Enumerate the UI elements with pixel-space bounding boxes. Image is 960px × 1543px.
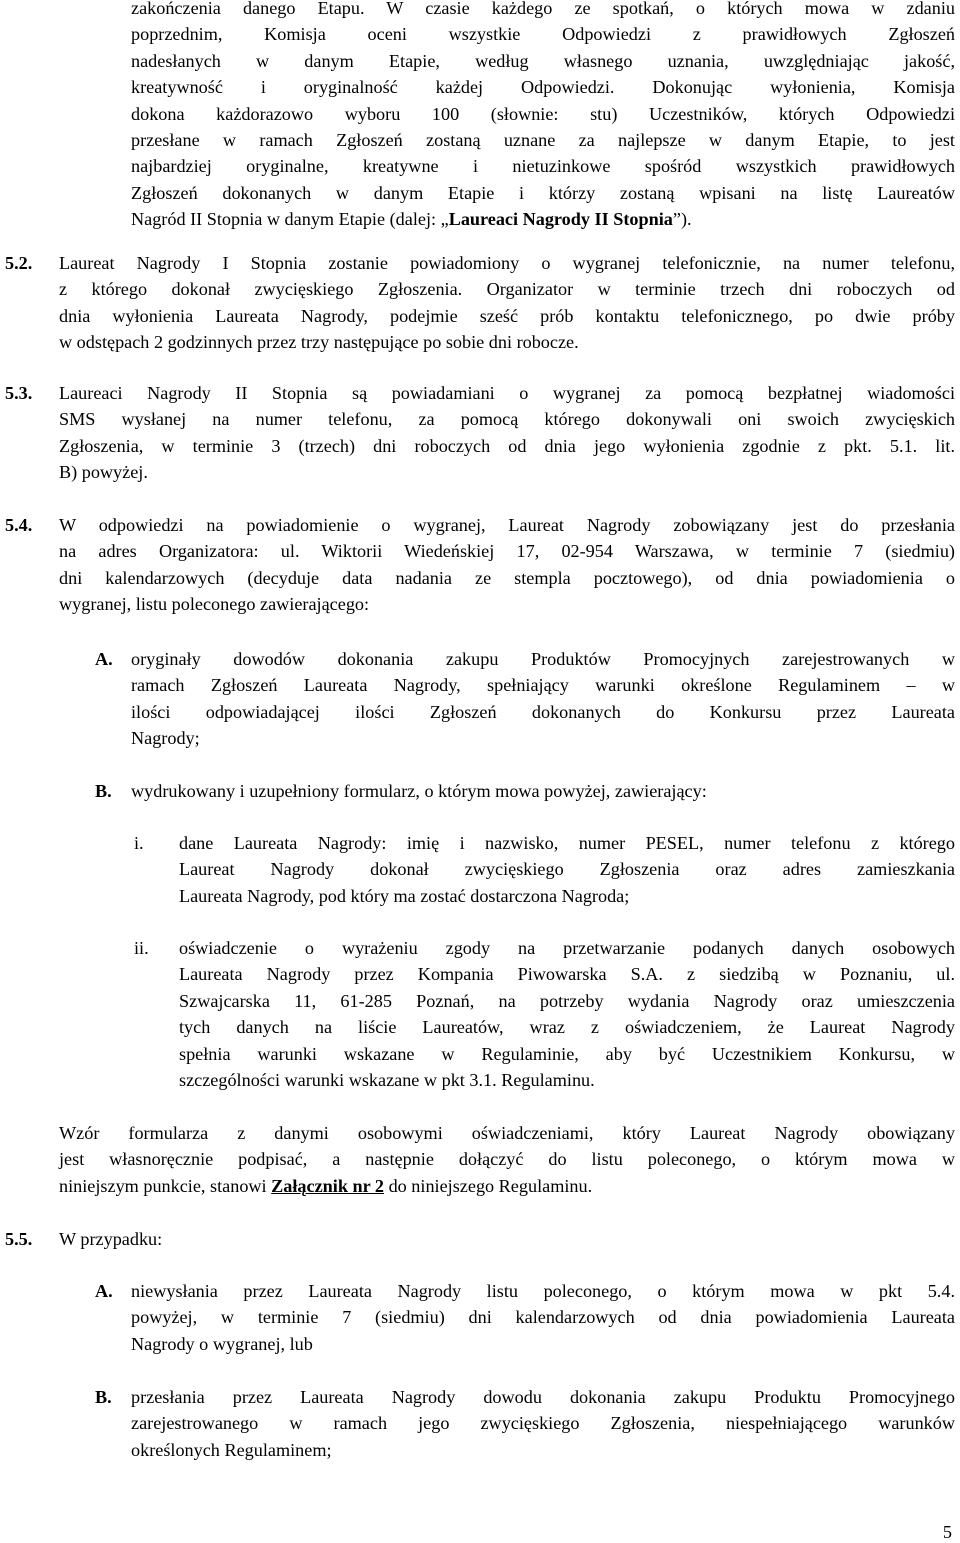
item-5-4-B-ii <box>179 935 955 1093</box>
text-line: najbardziej oryginalne, kreatywne i nietuzinkowe spośród wszystkich prawidłowych <box>131 156 955 177</box>
text-line: w odstępach 2 godzinnych przez trzy następujące po sobie dni robocze. <box>59 332 579 353</box>
item-label-5-4-A: A. <box>95 649 113 669</box>
section-number-5-4: 5.4. <box>5 515 33 535</box>
paragraph-5-1-continuation <box>131 0 955 233</box>
text-line: dnia wyłonienia Laureata Nagrody, podejmie sześć prób kontaktu telefonicznego, po dwie próby <box>59 305 955 326</box>
text-line: poprzednim, Komisja oceni wszystkie Odpowiedzi z prawidłowych Zgłoszeń <box>131 24 955 45</box>
text-line: Nagrody o wygranej, lub <box>131 1333 313 1354</box>
paragraph-5-5 <box>59 1226 955 1252</box>
text-line: Zgłoszenia, w terminie 3 (trzech) dni roboczych od dnia jego wyłonienia zgodnie z pkt. 5.1. lit. <box>59 435 955 456</box>
text-line: powyżej, w terminie 7 (siedmiu) dni kalendarzowych od dnia powiadomienia Laureata <box>131 1307 955 1328</box>
text-line: przesłane w ramach Zgłoszeń zostaną uznane za najlepsze w danym Etapie, to jest <box>131 130 955 151</box>
item-5-5-A <box>131 1278 955 1357</box>
item-label-5-5-A: A. <box>95 1281 113 1301</box>
text-line: W przypadku: <box>59 1229 163 1249</box>
text-line: Laureaci Nagrody II Stopnia są powiadamiani o wygranej za pomocą bezpłatnej wiadomości <box>59 383 955 403</box>
text-line: oryginały dowodów dokonania zakupu Produktów Promocyjnych zarejestrowanych w <box>131 649 955 669</box>
text-line: jest własnoręcznie podpisać, a następnie dołączyć do listu poleconego, o którym mowa w <box>59 1149 955 1170</box>
item-label-5-5-B: B. <box>95 1387 112 1407</box>
text-line: nadesłanych w danym Etapie, według własnego uznania, uwzględniając jakość, <box>131 50 955 71</box>
text-fragment: do niniejszego Regulaminu. <box>384 1175 593 1196</box>
item-label-5-4-B-ii: ii. <box>134 938 149 958</box>
text-fragment: ”). <box>672 209 692 230</box>
text-line: dni kalendarzowych (decyduje data nadania ze stempla pocztowego), od dnia powiadomienia o <box>59 567 955 588</box>
text-fragment: Nagród II Stopnia w danym Etapie (dalej: „ <box>131 209 449 230</box>
text-line: z którego dokonał zwycięskiego Zgłoszenia. Organizator w terminie trzech dni roboczych od <box>59 279 955 300</box>
text-line: wygranej, listu poleconego zawierającego: <box>59 594 370 615</box>
page-number: 5 <box>942 1522 952 1542</box>
item-5-4-B <box>131 778 955 804</box>
paragraph-5-4 <box>59 512 955 618</box>
item-5-4-A <box>131 646 955 752</box>
text-line: Laureat Nagrody dokonał zwycięskiego Zgłoszenia oraz adres zamieszkania <box>179 859 955 880</box>
text-line: zarejestrowanego w ramach jego zwycięskiego Zgłoszenia, niespełniającego warunków <box>131 1413 955 1434</box>
defined-term: Laureaci Nagrody II Stopnia <box>448 209 673 230</box>
text-line: oświadczenie o wyrażeniu zgody na przetwarzanie podanych danych osobowych <box>179 938 955 958</box>
text-line: dane Laureata Nagrody: imię i nazwisko, numer PESEL, numer telefonu z którego <box>179 833 955 853</box>
text-line: przesłania przez Laureata Nagrody dowodu dokonania zakupu Produktu Promocyjnego <box>131 1387 955 1407</box>
item-5-5-B <box>131 1384 955 1463</box>
text-line: określonych Regulaminem; <box>131 1439 332 1460</box>
text-line: Zgłoszeń dokonanych w danym Etapie i którzy zostaną wpisani na listę Laureatów <box>131 182 955 203</box>
item-label-5-4-B-i: i. <box>134 833 144 853</box>
text-line: Laureata Nagrody przez Kompania Piwowarska S.A. z siedzibą w Poznaniu, ul. <box>179 964 955 985</box>
text-line: Szwajcarska 11, 61-285 Poznań, na potrzeby wydania Nagrody oraz umieszczenia <box>179 990 955 1011</box>
text-line <box>131 206 955 232</box>
paragraph-5-2 <box>59 250 955 356</box>
text-line: spełnia warunki wskazane w Regulaminie, aby być Uczestnikiem Konkursu, w <box>179 1043 955 1064</box>
text-line <box>59 1173 955 1199</box>
text-line: Laureat Nagrody I Stopnia zostanie powiadomiony o wygranej telefonicznie, na numer telefonu, <box>59 253 955 273</box>
section-number-5-2: 5.2. <box>5 253 33 273</box>
text-line: Nagrody; <box>131 728 200 749</box>
text-line: ilości odpowiadającej ilości Zgłoszeń dokonanych do Konkursu przez Laureata <box>131 701 955 722</box>
attachment-reference: Załącznik nr 2 <box>271 1175 385 1196</box>
text-line: ramach Zgłoszeń Laureata Nagrody, spełniający warunki określone Regulaminem – w <box>131 675 955 696</box>
text-line: tych danych na liście Laureatów, wraz z oświadczeniem, że Laureat Nagrody <box>179 1017 955 1038</box>
text-line: Laureata Nagrody, pod który ma zostać dostarczona Nagroda; <box>179 885 630 906</box>
text-line: kreatywność i oryginalność każdej Odpowiedzi. Dokonując wyłonienia, Komisja <box>131 77 955 98</box>
text-line: Wzór formularza z danymi osobowymi oświadczeniami, który Laureat Nagrody obowiązany <box>59 1123 955 1143</box>
text-fragment: niniejszym punkcie, stanowi <box>59 1175 272 1196</box>
text-line: dokona każdorazowo wyboru 100 (słownie: stu) Uczestników, których Odpowiedzi <box>131 103 955 124</box>
section-number-5-3: 5.3. <box>5 383 33 403</box>
text-line: W odpowiedzi na powiadomienie o wygranej, Laureat Nagrody zobowiązany jest do przesłania <box>59 515 955 535</box>
text-line: niewysłania przez Laureata Nagrody listu poleconego, o którym mowa w pkt 5.4. <box>131 1281 955 1301</box>
text-line: wydrukowany i uzupełniony formularz, o którym mowa powyżej, zawierający: <box>131 781 707 801</box>
paragraph-5-3 <box>59 380 955 486</box>
item-5-4-B-i <box>179 830 955 909</box>
paragraph-form-template <box>59 1120 955 1199</box>
text-line: zakończenia danego Etapu. W czasie każdego ze spotkań, o których mowa w zdaniu <box>131 0 955 18</box>
text-line: B) powyżej. <box>59 462 148 483</box>
item-label-5-4-B: B. <box>95 781 112 801</box>
text-line: SMS wysłanej na numer telefonu, za pomocą którego dokonywali oni swoich zwycięskich <box>59 409 955 430</box>
text-line: szczególności warunki wskazane w pkt 3.1. Regulaminu. <box>179 1070 595 1091</box>
section-number-5-5: 5.5. <box>5 1229 33 1249</box>
text-line: na adres Organizatora: ul. Wiktorii Wiedeńskiej 17, 02-954 Warszawa, w terminie 7 (siedmiu) <box>59 541 955 562</box>
